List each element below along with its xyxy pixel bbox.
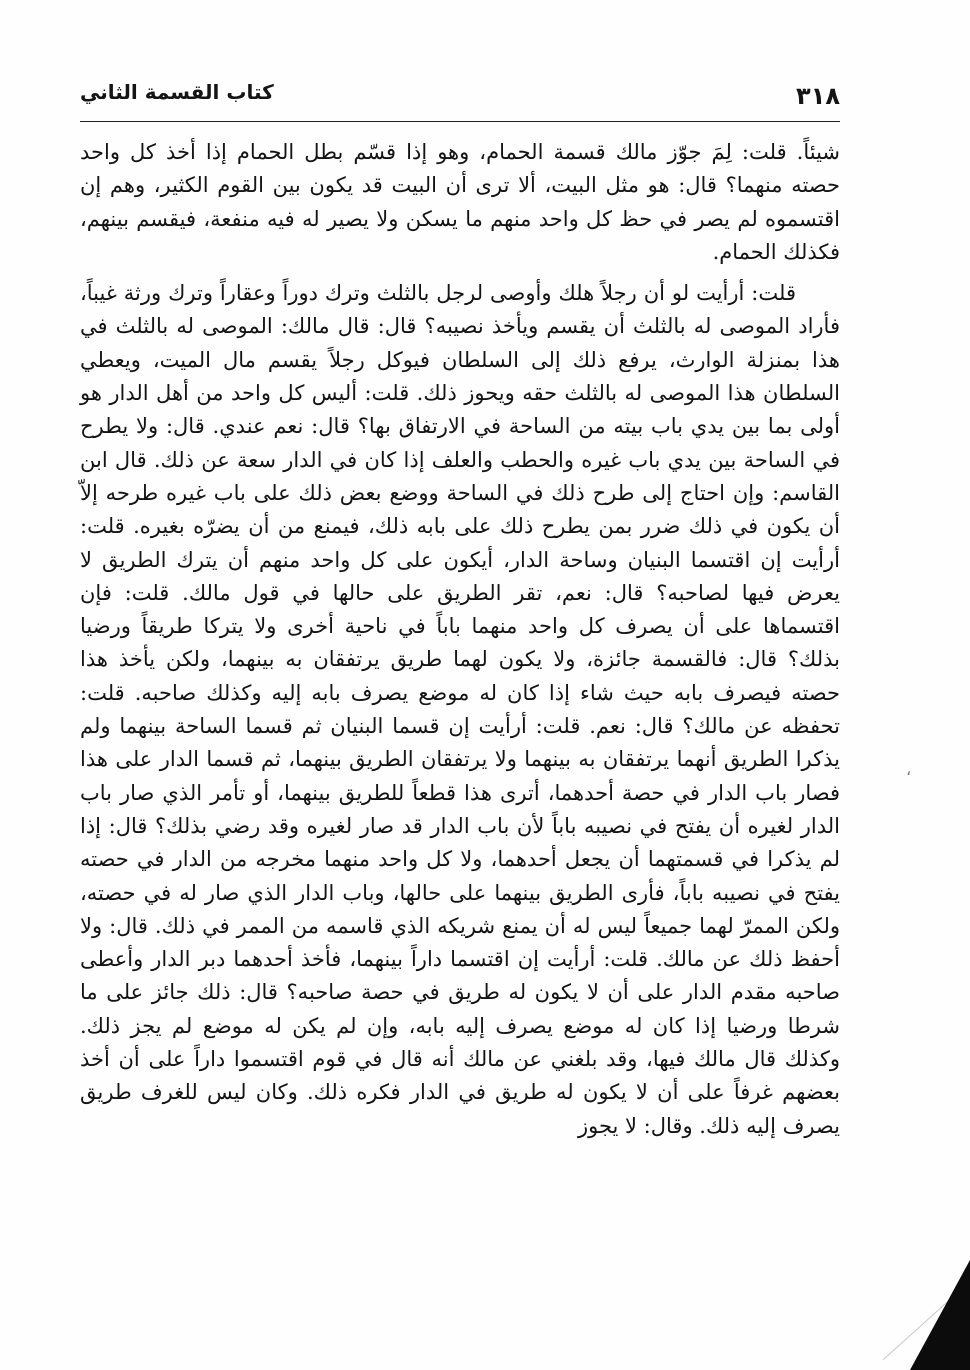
header-rule (80, 121, 840, 122)
margin-mark: ، (906, 760, 912, 779)
body-text (80, 136, 840, 1151)
page-header (80, 72, 840, 112)
paragraph-1: شيئاً. قلت: لِمَ جوّز مالك قسمة الحمام، وهو إذا قسّم بطل الحمام إذا أخذ كل واحد حصته منهما؟ قال: هو مثل البيت، ألا ترى أن البيت قد يكون بين القوم الكثير، وهم إن اقتسموه لم يصر في حظ كل واحد منهم ما يسكن ولا يصير له فيه منفعة، فيقسم بينهم، فكذلك الحمام. (80, 140, 841, 264)
scan-edge-shadow (910, 1260, 970, 1370)
page-number: ٣١٨ (796, 82, 840, 110)
paragraph-2: قلت: أرأيت لو أن رجلاً هلك وأوصى لرجل بالثلث وترك دوراً وعقاراً وترك ورثة غيباً، فأراد الموصى له بالثلث أن يقسم ويأخذ نصيبه؟ قال: قال مالك: الموصى له بالثلث في هذا بمنزلة الوارث، يرفع ذلك إلى السلطان فيوكل رجلاً يقسم مال الميت، ويعطي السلطان هذا الموصى له بالثلث حقه ويحوز ذلك. قلت: أليس كل واحد من أهل الدار هو أولى بما بين يدي باب بيته من الساحة في الارتفاق بها؟ قال: نعم عندي. قال: ولا يطرح في الساحة بين يدي باب غيره والحطب والعلف إذا كان في الدار سعة عن ذلك. قال ابن القاسم: وإن احتاج إلى طرح ذلك في الساحة ووضع بعض ذلك على باب غيره طرحه إلاّ أن يكون في ذلك ضرر بمن يطرح ذلك على بابه ذلك، فيمنع من أن يضرّه بغيره. قلت: أرأيت إن اقتسما البنيان وساحة الدار، أيكون على كل واحد منهم أن يترك الطريق لا يعرض فيها لصاحبه؟ قال: نعم، تقر الطريق على حالها في قول مالك. قلت: فإن اقتسماها على أن يصرف كل واحد منهما باباً في ناحية أخرى ولا يتركا طريقاً ورضيا بذلك؟ قال: فالقسمة جائزة، ولا يكون لهما طريق يرتفقان به بينهما، ولكن يأخذ هذا حصته فيصرف بابه حيث شاء إذا كان له موضع يصرف بابه إليه وكذلك صاحبه. قلت: تحفظه عن مالك؟ قال: نعم. قلت: أرأيت إن قسما البنيان ثم قسما الساحة بينهما ولم يذكرا الطريق أنهما يرتفقان به بينهما ولا يرتفقان الطريق بينهما، ثم قسما الدار على هذا فصار باب الدار في حصة أحدهما، أترى هذا قطعاً للطريق بينهما، أو تأمر الذي صار باب الدار لغيره أن يفتح في نصيبه باباً لأن باب الدار قد صار لغيره وقد رضي بذلك؟ قال: إذا لم يذكرا في قسمتهما أن يجعل أحدهما، ولا كل واحد منهما مخرجه من الدار في حصته يفتح في نصيبه باباً، فأرى الطريق بينهما على حالها، وباب الدار الذي صار له في حصته، ولكن الممرّ لهما جميعاً ليس له أن يمنع شريكه الذي قاسمه من الممر في ذلك. قال: ولا أحفظ ذلك عن مالك. قلت: أرأيت إن اقتسما داراً بينهما، فأخذ أحدهما دبر الدار وأعطى صاحبه مقدم الدار على أن لا يكون له طريق في حصة صاحبه؟ قال: ذلك جائز على ما شرطا ورضيا إذا كان له موضع يصرف إليه بابه، وإن لم يكن له موضع لم يجز ذلك. وكذلك قال مالك فيها، وقد بلغني عن مالك أنه قال في قوم اقتسموا داراً على أن أخذ بعضهم غرفاً على أن لا يكون له طريق في الدار فكره ذلك. وكان ليس للغرف طريق يصرف إليه ذلك. وقال: لا يجوز (80, 281, 840, 1138)
running-title: كتاب القسمة الثاني (80, 80, 274, 104)
